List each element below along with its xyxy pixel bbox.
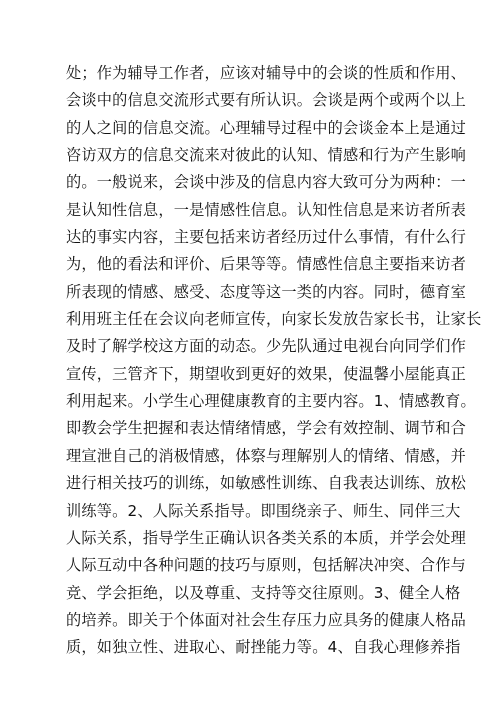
text-line: 的培养。即关于个体面对社会生存压力应具务的健康人格品 <box>66 610 467 629</box>
text-line: 质，如独立性、进取心、耐挫能力等。4、自我心理修养指 <box>66 638 461 657</box>
text-line: 及时了解学校这方面的动态。少先队通过电视台向同学们作 <box>66 337 467 356</box>
text-line: 利用起来。小学生心理健康教育的主要内容。1、情感教育。 <box>66 392 476 411</box>
text-line: 处；作为辅导工作者，应该对辅导中的会谈的性质和作用、 <box>66 64 467 82</box>
text-line: 为，他的看法和评价、后果等等。情感性信息主要指来访者 <box>66 255 467 274</box>
text-line: 宣传，三管齐下，期望收到更好的效果，使温馨小屋能真正 <box>66 364 467 383</box>
text-line: 人际互动中各种问题的技巧与原则，包括解决冲突、合作与 <box>66 556 467 575</box>
text-line: 即教会学生把握和表达情绪情感，学会有效控制、调节和合 <box>66 419 467 438</box>
text-line: 所表现的情感、感受、态度等这一类的内容。同时，德育室 <box>66 282 467 301</box>
text-line: 达的事实内容，主要包括来访者经历过什么事情，有什么行 <box>66 228 467 247</box>
text-line: 人际关系，指导学生正确认识各类关系的本质，并学会处理 <box>66 528 467 547</box>
body-text <box>66 60 482 662</box>
text-line: 咨访双方的信息交流来对彼此的认知、情感和行为产生影响 <box>66 146 467 165</box>
text-line: 理宣泄自己的消极情感，体察与理解别人的情绪、情感，并 <box>66 446 467 465</box>
text-line: 的。一般说来，会谈中涉及的信息内容大致可分为两种：一 <box>66 173 467 192</box>
text-line: 是认知性信息，一是情感性信息。认知性信息是来访者所表 <box>66 200 467 219</box>
text-line: 进行相关技巧的训练，如敏感性训练、自我表达训练、放松 <box>66 474 467 493</box>
text-line: 训练等。2、人际关系指导。即围绕亲子、师生、同伴三大 <box>66 501 461 520</box>
text-line: 竞、学会拒绝，以及尊重、支持等交往原则。3、健全人格 <box>66 583 461 602</box>
text-line: 会谈中的信息交流形式要有所认识。会谈是两个或两个以上 <box>66 91 467 110</box>
text-line: 的人之间的信息交流。心理辅导过程中的会谈金本上是通过 <box>66 118 467 137</box>
text-line: 利用班主任在会议向老师宣传，向家长发放告家长书，让家长 <box>66 310 482 329</box>
